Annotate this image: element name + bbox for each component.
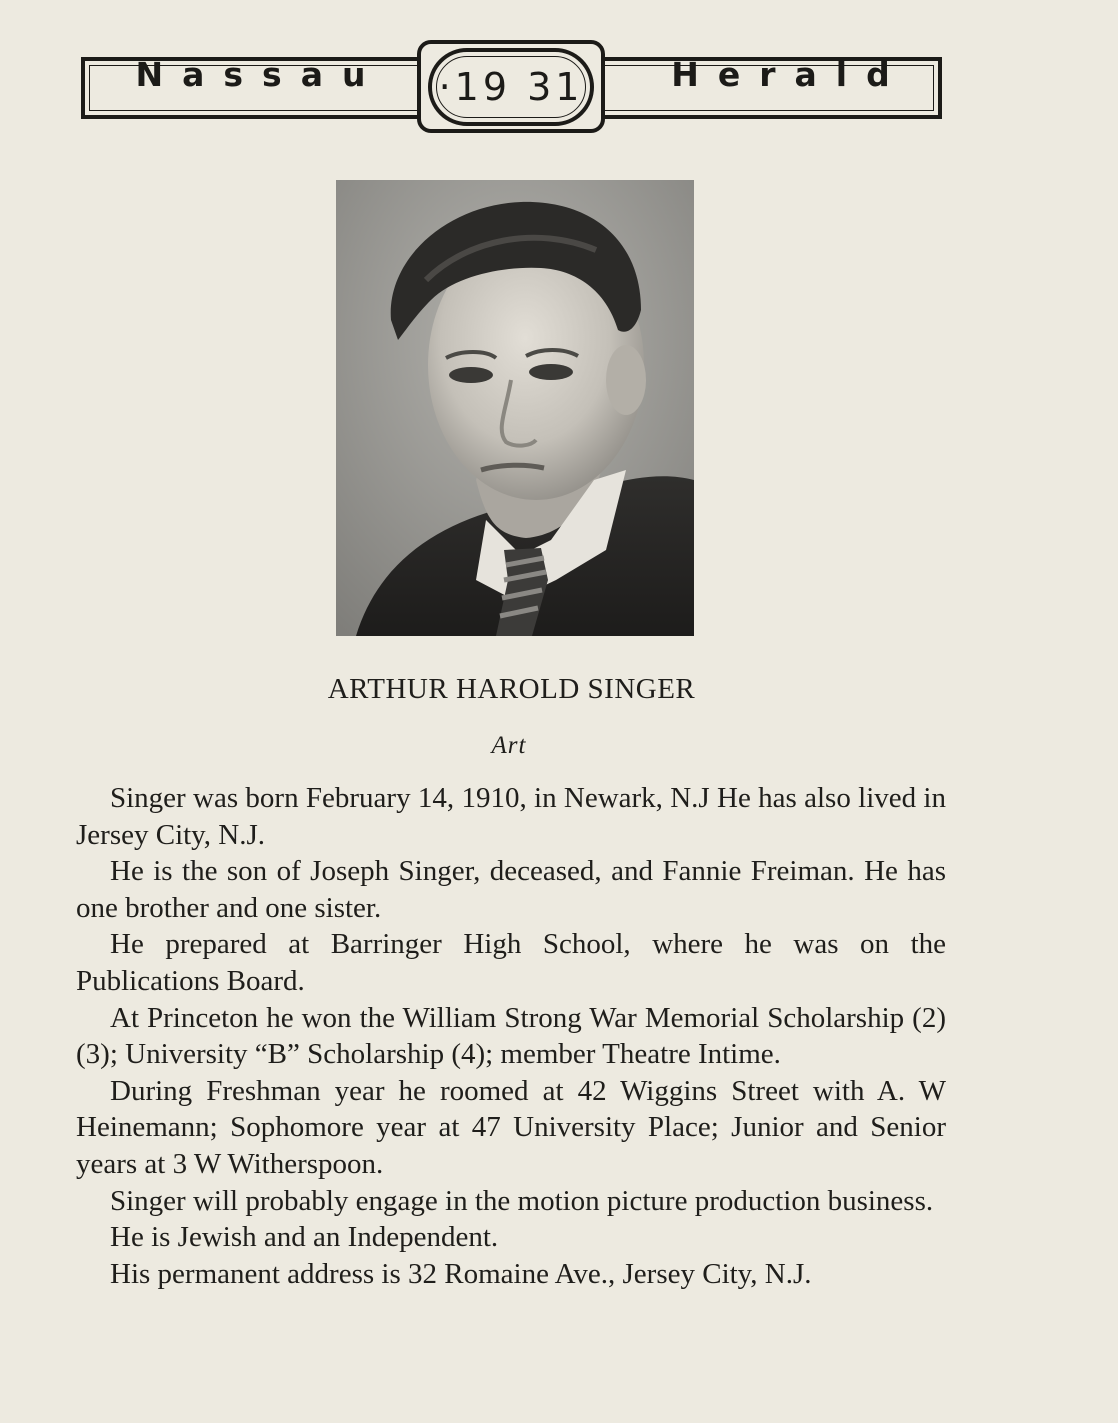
biography [76,780,946,1292]
bio-paragraph-birth: Singer was born February 14, 1910, in Newark, N.J He has also lived in Jersey City, N.J. [76,782,946,851]
bio-paragraph-princeton: At Princeton he won the William Strong War Memorial Scholarship (2) (3); University “B” Scholarship (4); member Theatre Intime. [76,1001,946,1071]
portrait-photo-icon [336,180,694,636]
masthead [0,0,1118,140]
bio-paragraph-family: He is the son of Joseph Singer, deceased, and Fannie Freiman. He has one brother and one sister. [76,855,946,924]
student-name: ARTHUR HAROLD SINGER [327,673,696,705]
bio-paragraph-career: Singer will probably engage in the motion picture production business. [110,1184,934,1217]
masthead-left-word: Nassau [135,54,385,94]
portrait-photo [336,180,694,636]
masthead-right-word: Herald [671,54,909,94]
bio-paragraph-address: His permanent address is 32 Romaine Ave., Jersey City, N.J. [110,1257,812,1290]
masthead-year: ·19 31 [438,65,584,109]
bio-paragraph-religion: He is Jewish and an Independent. [110,1221,499,1254]
bio-paragraph-school: He prepared at Barringer High School, where he was on the Publications Board. [76,928,946,997]
bio-paragraph-rooms: During Freshman year he roomed at 42 Wiggins Street with A. W Heinemann; Sophomore year at 47 University Place; Junior and Senior years at 3 W Witherspoon. [76,1074,946,1180]
department: Art [491,732,527,759]
